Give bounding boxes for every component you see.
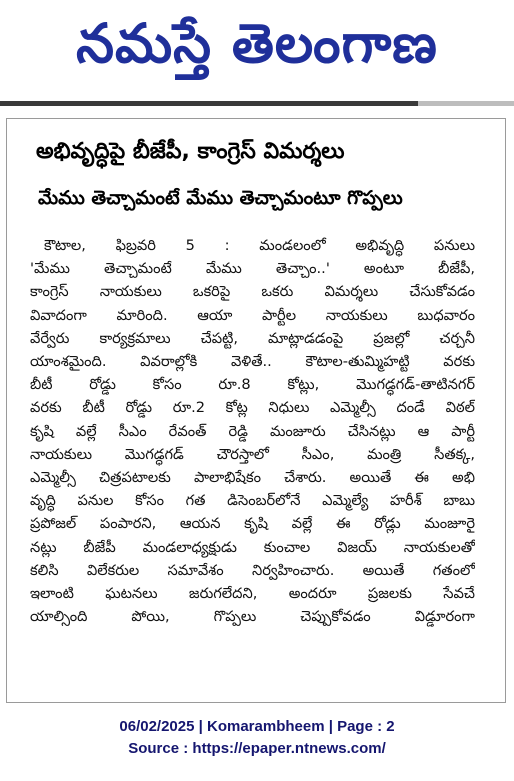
masthead-rule: [0, 101, 418, 106]
article-subheadline: మేము తెచ్చామంటే మేము తెచ్చామంటూ గొప్పలు: [38, 187, 403, 209]
article-body-line: ప్రపోజల్ పంపారని, ఆయన కృషి వల్లే ఈ రోడ్లు మంజూరై: [30, 515, 475, 533]
article-body-line: నట్లు బీజేపీ మండలాధ్యక్షుడు కుంచాల విజయ్ నాయకులతో: [30, 538, 475, 556]
article-body-line: ఎమ్మెల్సీ చిత్రపటాలకు పాలాభిషేకం చేశారు. అయితే ఈ అభి: [30, 469, 475, 487]
article-body-line: కలిసి విలేకరుల సమావేశం నిర్వహించారు. అయితే గతంలో: [30, 561, 475, 579]
article-body-line: వృద్ధి పనుల కోసం గత డిసెంబర్‌లోనే ఎమ్మెల్యే హరీశ్ బాబు: [30, 492, 475, 510]
footer-meta: 06/02/2025 | Komarambheem | Page : 2: [119, 718, 395, 735]
article-body-line: నాయకులు మొగడ్ధగడ్ చౌరస్తాలో సీఎం, మంత్రి సీతక్క,: [30, 445, 475, 463]
article-body: [30, 234, 475, 628]
masthead-rule-end: [418, 101, 514, 106]
masthead-title: నమస్తే తెలంగాణ: [76, 12, 438, 75]
article-body-line: యాంశమైంది. వివరాల్లోకి వెళితే.. కౌటాల-తుమ్మిహట్టి వరకు: [30, 353, 475, 371]
article-body-line: యాల్సింది పోయి, గొప్పలు చెప్పుకోవడం విడ్డూరంగా: [30, 608, 475, 626]
article-body-line: కాంగ్రెస్ నాయకులు ఒకరిపై ఒకరు విమర్శలు చేసుకోవడం: [30, 283, 475, 301]
article-body-line: ఇలాంటి ఘటనలు జరుగలేదని, అందరూ ప్రజలకు సేవచే: [30, 585, 475, 603]
article-body-line: వరకు బీటీ రోడ్డు రూ.2 కోట్ల నిధులు ఎమ్మెల్సీ దండే విఠల్: [30, 399, 475, 417]
article-body-line: బీటీ రోడ్డు కోసం రూ.8 కోట్లు, మొగడ్ధగడ్-తాటినగర్: [30, 376, 475, 394]
clip-footer: [0, 716, 514, 760]
article-body-line: 'మేము తెచ్చామంటే మేము తెచ్చాం..' అంటూ బీజేపీ,: [30, 260, 475, 278]
newspaper-masthead: [0, 0, 514, 96]
article-body-line: వేర్వేరు కార్యక్రమాలు చేపట్టి, మాట్లాడడంపై ప్రజల్లో చర్చనీ: [30, 329, 475, 347]
article-body-line: కృషి వల్లే సీఎం రేవంత్ రెడ్డి మంజూరు చేసినట్లు ఆ పార్టీ: [30, 422, 475, 440]
article-body-line: వివాదంగా మారింది. ఆయా పార్టీల నాయకులు బుధవారం: [30, 306, 475, 324]
article-headline: అభివృద్ధిపై బీజేపీ, కాంగ్రెస్ విమర్శలు: [36, 139, 345, 164]
article-body-line: కౌటాల, ఫిబ్రవరి 5 : మండలంలో అభివృద్ధి పనులు: [44, 237, 475, 254]
footer-source: Source : https://epaper.ntnews.com/: [128, 740, 386, 757]
